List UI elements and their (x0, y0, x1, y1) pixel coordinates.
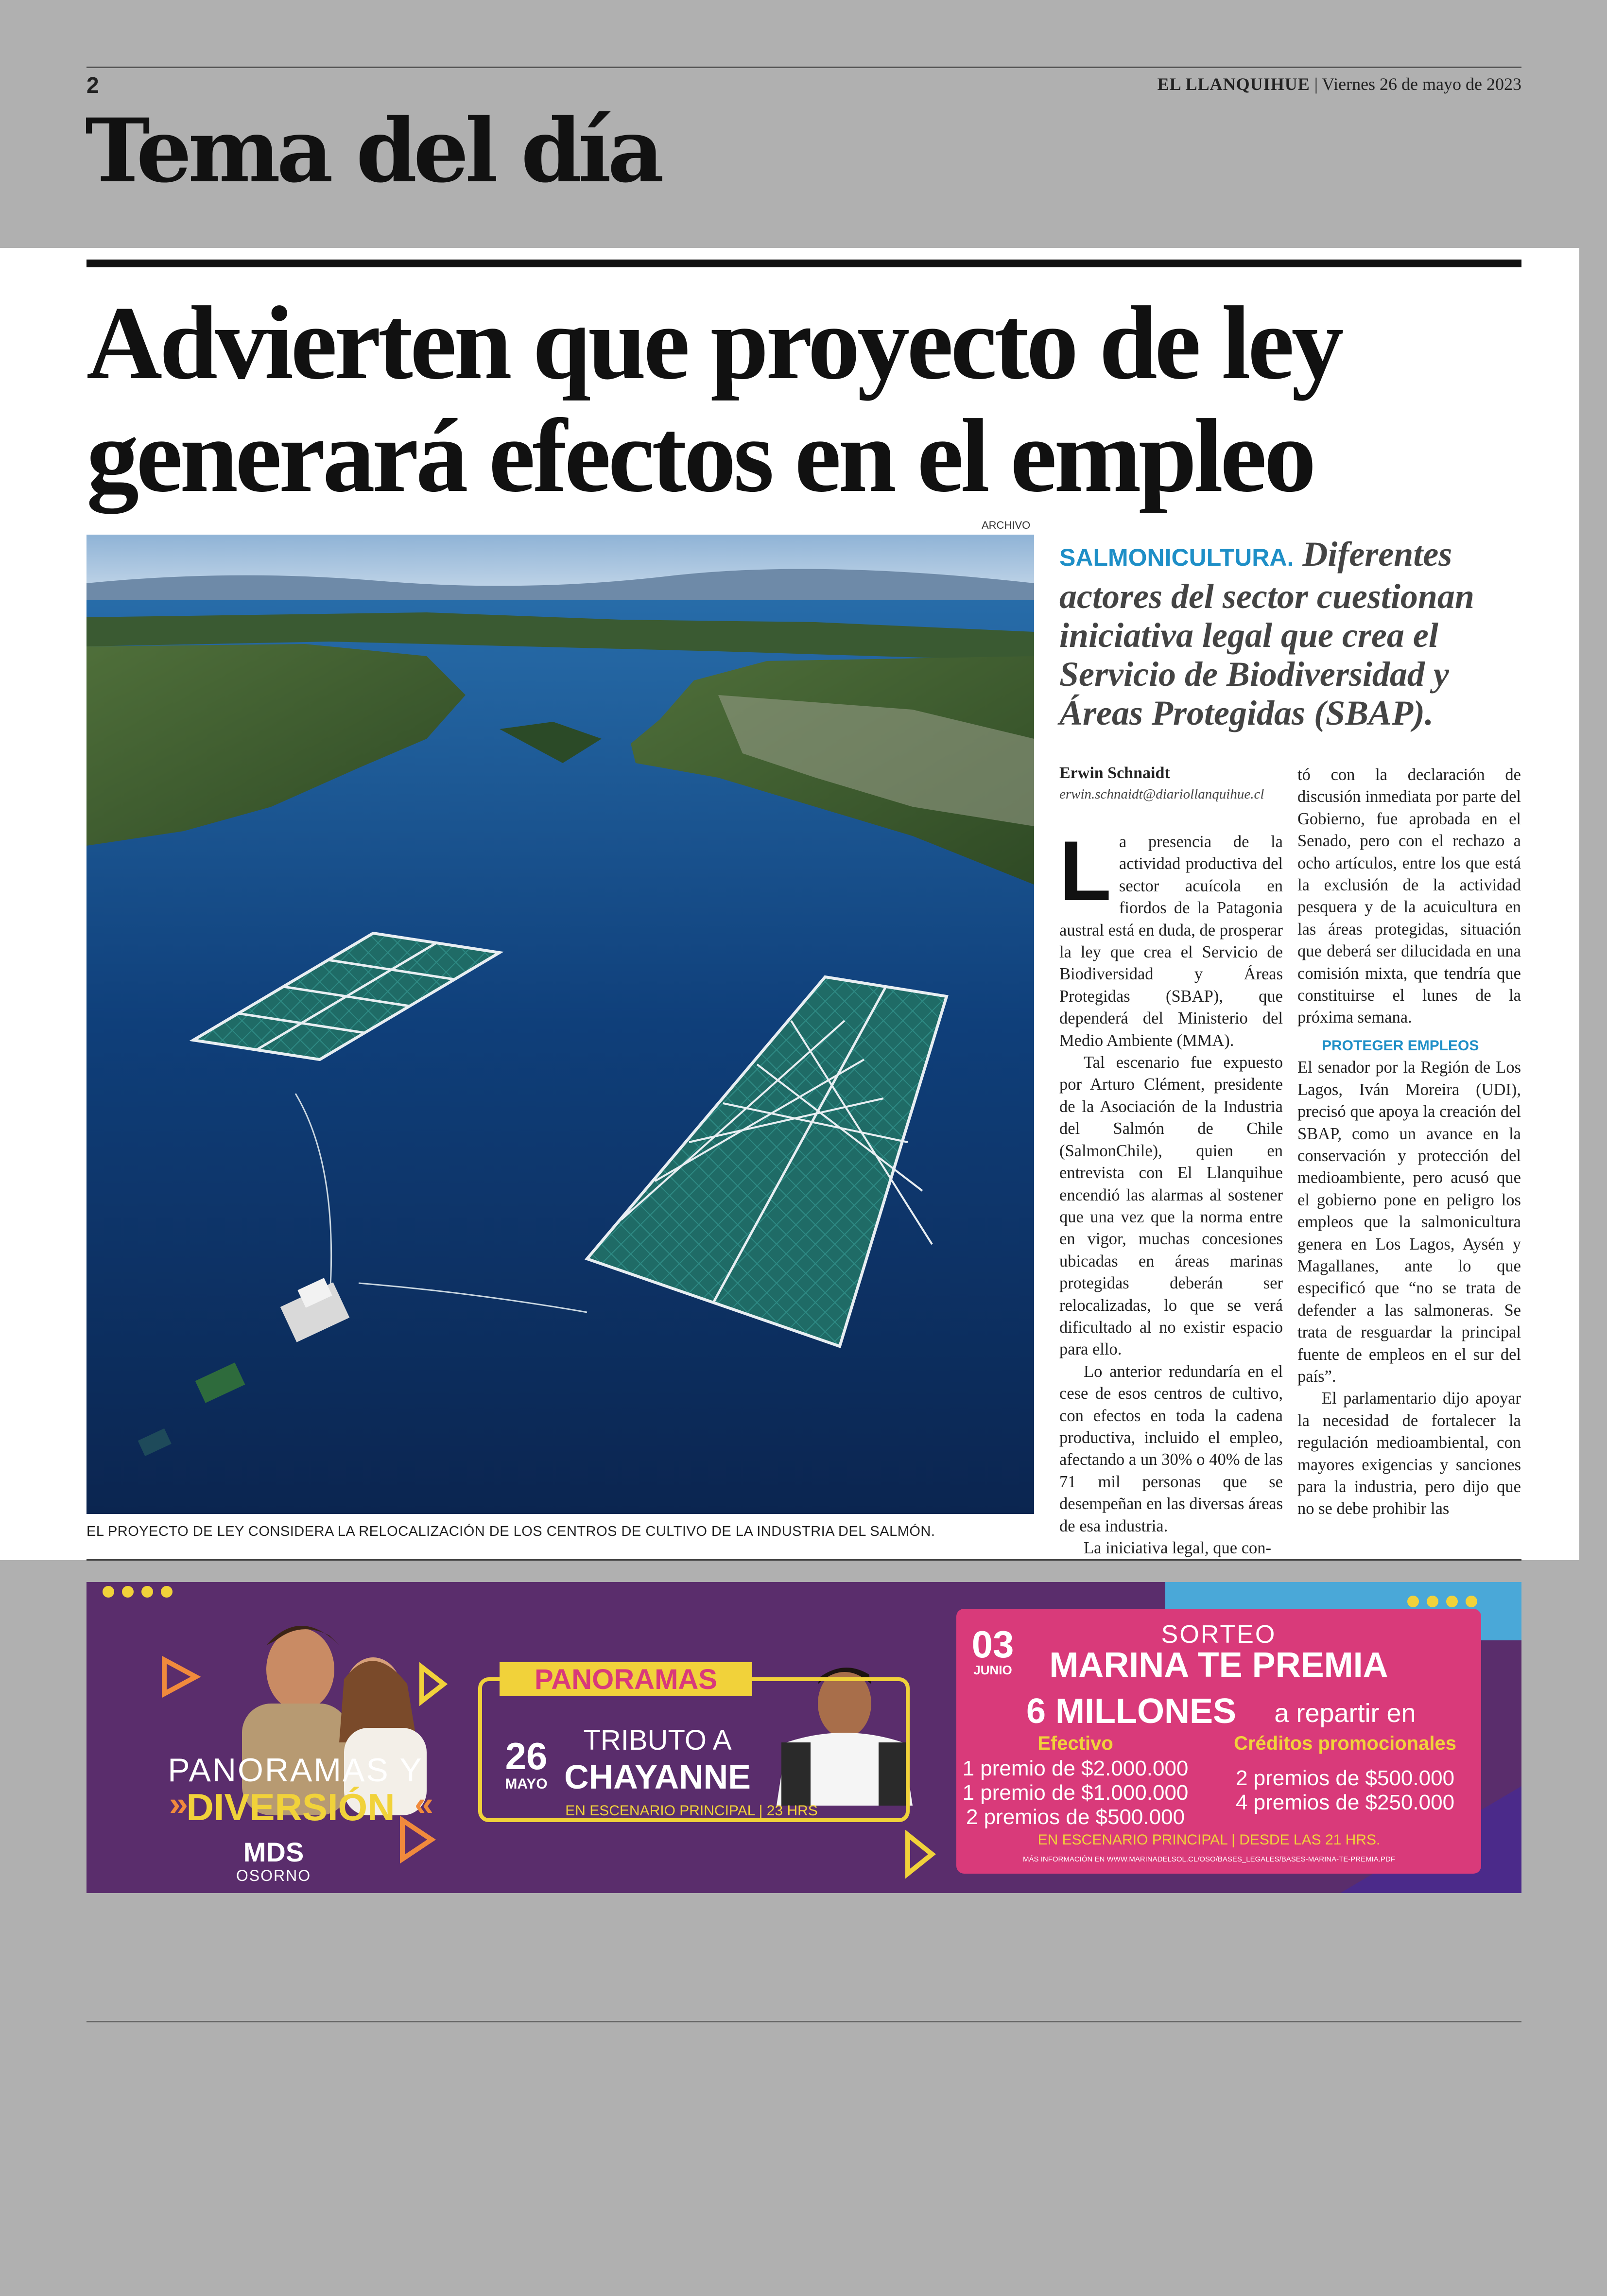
paragraph (1059, 824, 1283, 1052)
chevron-icon: « (415, 1785, 433, 1823)
credit-prize-1: 2 premios de $500.000 (1235, 1766, 1455, 1790)
paper-meta: EL LLANQUIHUE | Viernes 26 de mayo de 2023 (1157, 74, 1521, 94)
paragraph: tó con la declaración de discusión inmediata por parte del Gobierno, fue aprobada en el Senado, pero con el rechazo a ocho artículos, entre los que está la exclusión de la actividad pesquera y de la acuicultura en las áreas protegidas, situación que deberá ser dilucidada en una comisión mixta, que tendría que constituirse el lunes de la próxima semana. (1297, 765, 1521, 1027)
ad-separator (86, 1559, 1521, 1561)
tribute-line1: TRIBUTO A (583, 1724, 732, 1756)
draw-month: JUNIO (973, 1663, 1012, 1677)
ad-left-line1: PANORAMAS Y (168, 1752, 423, 1789)
cash-title: Efectivo (1037, 1733, 1113, 1754)
photo-credit: ARCHIVO (982, 519, 1031, 531)
headline-line-1: Advierten que proyecto de ley (86, 285, 1341, 401)
salmon-farm-aerial-image (86, 535, 1034, 1514)
paragraph-text: a presencia de la actividad productiva del sector acuícola en fiordos de la Patagonia austral está en duda, de prosperar la ley que crea el Servicio de Biodiversidad y Áreas Protegidas (SBAP), que dependerá del Ministerio del Medio Ambiente (MMA). (1059, 833, 1283, 1050)
article-top-rule (86, 260, 1521, 267)
paragraph: La iniciativa legal, que con- (1084, 1539, 1272, 1557)
paragraph: Tal escenario fue expuesto por Arturo Clément, presidente de la Asociación de la Industria del Salmón de Chile (SalmonChile), quien en entrevista con El Llanquihue encendió las alarmas al sostener que una vez que la norma entre en vigor, muchas concesiones ubicadas en áreas marinas protegidas deberán ser relocalizadas, lo que se verá dificultado al no existir espacio para ello. (1059, 1053, 1283, 1359)
draw-info: MÁS INFORMACIÓN EN WWW.MARINADELSOL.CL/OSO/BASES_LEGALES/BASES-MARINA-TE-PREMIA.PDF (1023, 1855, 1395, 1863)
draw-amount: 6 MILLONES (1026, 1692, 1237, 1731)
advertisement-banner[interactable] (86, 1582, 1521, 1893)
draw-place: EN ESCENARIO PRINCIPAL | DESDE LAS 21 HRS. (1037, 1832, 1381, 1848)
section-title: Tema del día (85, 100, 660, 202)
deck-text: Diferentes actores del sector cuestionan iniciativa legal que crea el Servicio de Biodiversidad y Áreas Protegidas (SBAP). (1059, 535, 1474, 732)
cash-prize-3: 2 premios de $500.000 (966, 1805, 1185, 1829)
paragraph: Lo anterior redundaría en el cese de esos centros de cultivo, con efectos en toda la cadena productiva, incluido el empleo, afectando a un 30% o 40% de las 71 mil personas que se desempeñan en las diversas áreas de esa industria. (1059, 1362, 1283, 1535)
byline-author: Erwin Schnaidt (1059, 764, 1170, 782)
dropcap: L (1059, 824, 1111, 919)
bottom-rule (86, 2021, 1521, 2022)
article-column-1 (1059, 824, 1283, 1559)
kicker: SALMONICULTURA. (1059, 544, 1294, 571)
article-deck (1059, 535, 1516, 732)
ad-artwork (86, 1582, 1521, 1893)
event-month: MAYO (505, 1776, 548, 1792)
issue-date: Viernes 26 de mayo de 2023 (1322, 74, 1521, 94)
subhead: PROTEGER EMPLEOS (1322, 1037, 1479, 1054)
brand-sub: OSORNO (236, 1867, 311, 1884)
byline-email: erwin.schnaidt@diariollanquihue.cl (1059, 786, 1264, 802)
ad-left-line2: DIVERSIÓN (186, 1786, 395, 1828)
tribute-sub: EN ESCENARIO PRINCIPAL | 23 HRS (565, 1803, 818, 1819)
draw-day: 03 (971, 1623, 1014, 1666)
article-photo (86, 535, 1034, 1514)
headline-line-2: generará efectos en el empleo (86, 398, 1313, 514)
draw-label: SORTEO (1161, 1620, 1277, 1649)
photo-caption: EL PROYECTO DE LEY CONSIDERA LA RELOCALIZACIÓN DE LOS CENTROS DE CULTIVO DE LA INDUSTRIA DEL SALMÓN. (86, 1524, 935, 1539)
article-column-2 (1297, 764, 1521, 1520)
article (0, 248, 1579, 1560)
paragraph: El parlamentario dijo apoyar la necesidad de fortalecer la regulación medioambiental, con mayores exigencias y sanciones para la industria, pero dijo que no se debe prohibir las (1297, 1389, 1521, 1518)
draw-amount-sub: a repartir en (1274, 1699, 1416, 1728)
cash-prize-2: 1 premio de $1.000.000 (962, 1781, 1189, 1805)
event-day: 26 (505, 1735, 548, 1777)
draw-title: MARINA TE PREMIA (1049, 1646, 1388, 1685)
chevron-icon: » (169, 1785, 188, 1823)
panoramas-label: PANORAMAS (535, 1664, 717, 1695)
credit-prize-2: 4 premios de $250.000 (1235, 1791, 1455, 1814)
tribute-line2: CHAYANNE (564, 1758, 751, 1796)
credit-title: Créditos promocionales (1234, 1733, 1456, 1754)
page-header (86, 67, 1521, 96)
cash-prize-1: 1 premio de $2.000.000 (962, 1757, 1189, 1780)
brand-logo: MDS (243, 1837, 304, 1867)
page-number: 2 (86, 72, 99, 98)
paper-name: EL LLANQUIHUE (1157, 74, 1310, 94)
paragraph: El senador por la Región de Los Lagos, Iván Moreira (UDI), precisó que apoya la creación del SBAP, como un avance en la conservación y protección del medioambiente, pero acusó que el gobierno pone en peligro los empleos que la salmonicultura genera en Los Lagos, Aysén y Magallanes, ante lo que especificó que “no se trata de defender a las salmoneras. Se trata de resguardar la principal fuente de empleos en el sur del país”. (1297, 1058, 1521, 1386)
headline (86, 287, 1521, 512)
